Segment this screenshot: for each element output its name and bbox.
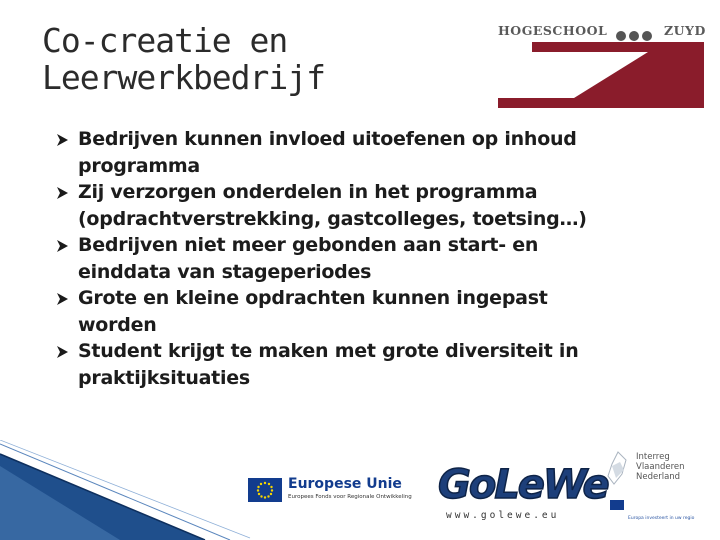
- golewe-url: www.golewe.eu: [446, 510, 560, 521]
- arrow-bullet-icon: [56, 133, 69, 147]
- bullet-item: [56, 232, 696, 285]
- interreg-footer: Europa investeert in uw regio: [628, 516, 695, 521]
- bullet-text-line-1: Grote en kleine opdrachten kunnen ingepast: [78, 287, 548, 309]
- bullet-text-line-2: einddata van stageperiodes: [78, 260, 372, 283]
- bullet-text-line-1: Zij verzorgen onderdelen in het programma: [78, 181, 538, 203]
- eu-flag-icon: [248, 478, 282, 502]
- interreg-line-3: Nederland: [636, 472, 681, 482]
- eu-title: Europese Unie: [288, 476, 402, 492]
- bullet-item: [56, 126, 696, 179]
- logo-left-text: HOGESCHOOL: [498, 23, 608, 38]
- arrow-bullet-icon: [56, 292, 69, 306]
- bullet-item: [56, 179, 696, 232]
- slide-title-line-1: Co-creatie en: [42, 21, 288, 60]
- bullet-text-line-2: (opdrachtverstrekking, gastcolleges, toetsing…): [78, 207, 587, 230]
- bullet-text-line-2: worden: [78, 313, 157, 336]
- interreg-mark-icon: [600, 450, 636, 494]
- slide-title-line-2: Leerwerkbedrijf: [42, 58, 326, 97]
- bullet-item: [56, 338, 696, 391]
- interreg-logo: [600, 450, 715, 530]
- eu-flag-small-icon: [610, 500, 624, 510]
- zuyd-z-mark-icon: [498, 42, 704, 108]
- interreg-line-1: Interreg: [636, 452, 670, 462]
- bullet-item: [56, 285, 696, 338]
- arrow-bullet-icon: [56, 345, 69, 359]
- golewe-logo: [436, 460, 608, 526]
- interreg-line-2: Vlaanderen: [636, 462, 685, 472]
- bullet-text-line-2: praktijksituaties: [78, 366, 250, 389]
- bullet-list: [56, 126, 696, 391]
- arrow-bullet-icon: [56, 239, 69, 253]
- interreg-text: [636, 452, 716, 482]
- eu-subtitle: Europees Fonds voor Regionale Ontwikkeling: [288, 494, 412, 500]
- eu-logo: [248, 478, 418, 504]
- bullet-text-line-1: Bedrijven niet meer gebonden aan start- en: [78, 234, 539, 256]
- logo-right-text: ZUYD: [664, 23, 706, 38]
- golewe-logo-text: GoLeWe: [438, 462, 608, 508]
- bullet-text-line-1: Bedrijven kunnen invloed uitoefenen op inhoud: [78, 128, 577, 150]
- arrow-bullet-icon: [56, 186, 69, 200]
- bullet-text-line-2: programma: [78, 154, 200, 177]
- bullet-text-line-1: Student krijgt te maken met grote diversiteit in: [78, 340, 579, 362]
- slide-title: [42, 22, 325, 96]
- hogeschool-zuyd-logo: [498, 20, 704, 108]
